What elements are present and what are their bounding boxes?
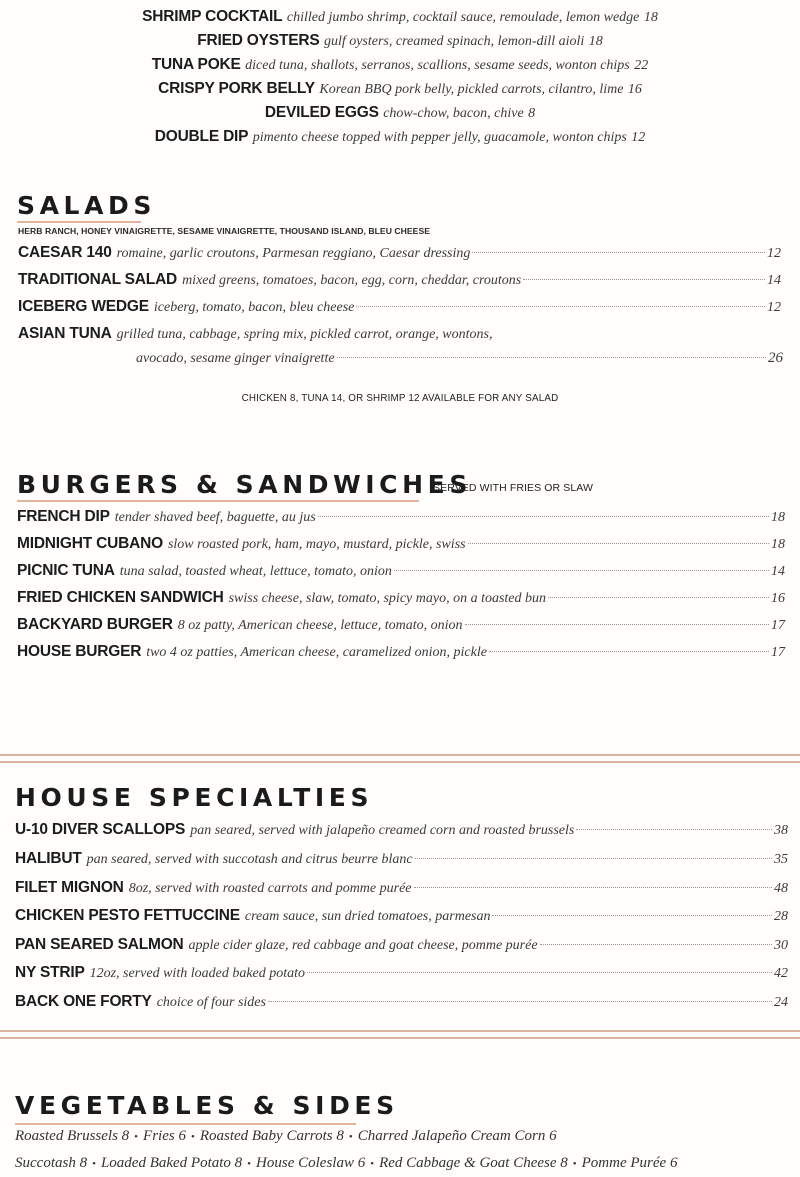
sides-list-line-2 bbox=[15, 1155, 677, 1172]
item-description: pan seared, served with succotash and citrus beurre blanc bbox=[86, 852, 413, 867]
leader-dots bbox=[318, 516, 769, 517]
item-description: tender shaved beef, baguette, au jus bbox=[114, 510, 316, 525]
side-item: Pomme Purée 6 bbox=[581, 1155, 678, 1171]
section-heading: BURGERS & SANDWICHES bbox=[17, 470, 472, 499]
item-name: TUNA POKE bbox=[151, 56, 241, 73]
bullet-separator: • bbox=[572, 1158, 577, 1170]
menu-item bbox=[18, 296, 781, 318]
item-price: 24 bbox=[774, 995, 788, 1010]
item-name: DEVILED EGGS bbox=[264, 104, 379, 121]
side-item: Loaded Baked Potato 8 bbox=[100, 1155, 243, 1171]
item-description: pan seared, served with jalapeño creamed corn and roasted brussels bbox=[190, 823, 575, 838]
menu-item bbox=[0, 30, 800, 52]
item-name: TRADITIONAL SALAD bbox=[18, 271, 178, 288]
leader-dots bbox=[394, 570, 769, 571]
item-name: HOUSE BURGER bbox=[17, 643, 142, 660]
item-name: DOUBLE DIP bbox=[154, 128, 249, 145]
item-description: 8 oz patty, American cheese, lettuce, tomato, onion bbox=[177, 618, 463, 633]
item-description: chow-chow, bacon, chive bbox=[383, 106, 524, 121]
item-price: 26 bbox=[768, 350, 783, 366]
item-description: Korean BBQ pork belly, pickled carrots, cilantro, lime bbox=[319, 82, 624, 97]
item-description: two 4 oz patties, American cheese, caramelized onion, pickle bbox=[146, 645, 487, 660]
leader-dots bbox=[468, 543, 769, 544]
menu-item bbox=[15, 905, 788, 927]
section-heading: SALADS bbox=[17, 191, 156, 220]
item-description: grilled tuna, cabbage, spring mix, pickled carrot, orange, wontons, bbox=[116, 327, 493, 342]
menu-item bbox=[18, 269, 781, 291]
menu-item bbox=[0, 54, 800, 76]
menu-item bbox=[15, 877, 788, 899]
menu-item-continuation bbox=[136, 347, 783, 369]
leader-dots bbox=[465, 624, 770, 625]
side-item: Charred Jalapeño Cream Corn 6 bbox=[357, 1128, 557, 1144]
item-description: swiss cheese, slaw, tomato, spicy mayo, on a toasted bun bbox=[228, 591, 547, 606]
menu-item bbox=[17, 506, 785, 528]
leader-dots bbox=[489, 651, 769, 652]
item-price: 42 bbox=[774, 966, 788, 981]
menu-item bbox=[17, 533, 785, 555]
item-price: 48 bbox=[774, 881, 788, 896]
item-description: diced tuna, shallots, serranos, scallions, sesame seeds, wonton chips bbox=[245, 58, 630, 73]
leader-dots bbox=[472, 252, 765, 253]
section-divider bbox=[0, 1030, 800, 1032]
leader-dots bbox=[492, 915, 772, 916]
item-name: SHRIMP COCKTAIL bbox=[142, 8, 283, 25]
leader-dots bbox=[268, 1001, 772, 1002]
bullet-separator: • bbox=[370, 1158, 375, 1170]
bullet-separator: • bbox=[348, 1131, 353, 1143]
side-item: Roasted Baby Carrots 8 bbox=[199, 1128, 344, 1144]
item-price: 30 bbox=[774, 938, 788, 953]
item-price: 38 bbox=[774, 823, 788, 838]
side-item: Roasted Brussels 8 bbox=[15, 1128, 130, 1144]
leader-dots bbox=[356, 306, 765, 307]
item-price: 16 bbox=[627, 82, 642, 97]
item-description: 8oz, served with roasted carrots and pomme purée bbox=[128, 881, 412, 896]
menu-item bbox=[15, 962, 788, 984]
side-item: Red Cabbage & Goat Cheese 8 bbox=[379, 1155, 568, 1171]
item-name: CAESAR 140 bbox=[18, 244, 112, 261]
item-description: apple cider glaze, red cabbage and goat cheese, pomme purée bbox=[188, 938, 538, 953]
menu-item bbox=[0, 6, 800, 28]
item-description: mixed greens, tomatoes, bacon, egg, corn, cheddar, croutons bbox=[182, 273, 522, 288]
side-item: Succotash 8 bbox=[15, 1155, 88, 1171]
dressing-options: HERB RANCH, HONEY VINAIGRETTE, SESAME VINAIGRETTE, THOUSAND ISLAND, BLEU CHEESE bbox=[18, 226, 431, 236]
menu-item bbox=[17, 560, 785, 582]
menu-item bbox=[15, 819, 788, 841]
menu-item bbox=[17, 614, 785, 636]
item-name: PICNIC TUNA bbox=[17, 562, 115, 579]
section-divider bbox=[0, 754, 800, 756]
item-name: ASIAN TUNA bbox=[18, 325, 112, 342]
item-name: PAN SEARED SALMON bbox=[15, 936, 184, 953]
leader-dots bbox=[415, 858, 772, 859]
leader-dots bbox=[414, 887, 772, 888]
menu-item bbox=[0, 126, 800, 148]
item-price: 17 bbox=[771, 618, 785, 633]
menu-item bbox=[15, 848, 788, 870]
item-description: romaine, garlic croutons, Parmesan reggiano, Caesar dressing bbox=[116, 246, 471, 261]
menu-item bbox=[17, 641, 785, 663]
sides-list-line-1 bbox=[15, 1128, 557, 1145]
leader-dots bbox=[548, 597, 769, 598]
item-name: ICEBERG WEDGE bbox=[18, 298, 149, 315]
side-item: House Coleslaw 6 bbox=[256, 1155, 366, 1171]
item-description: chilled jumbo shrimp, cocktail sauce, remoulade, lemon wedge bbox=[286, 10, 640, 25]
bullet-separator: • bbox=[92, 1158, 96, 1170]
item-price: 12 bbox=[767, 246, 781, 261]
leader-dots bbox=[576, 829, 772, 830]
item-description: tuna salad, toasted wheat, lettuce, tomato, onion bbox=[119, 564, 392, 579]
item-price: 14 bbox=[771, 564, 785, 579]
item-price: 18 bbox=[588, 34, 603, 49]
bullet-separator: • bbox=[190, 1131, 195, 1143]
item-description: 12oz, served with loaded baked potato bbox=[89, 966, 306, 981]
item-price: 18 bbox=[771, 537, 785, 552]
item-name: FRIED OYSTERS bbox=[197, 32, 320, 49]
item-price: 16 bbox=[771, 591, 785, 606]
menu-item bbox=[0, 78, 800, 100]
heading-underline bbox=[17, 221, 141, 223]
item-description: cream sauce, sun dried tomatoes, parmesan bbox=[244, 909, 491, 924]
item-description: avocado, sesame ginger vinaigrette bbox=[136, 351, 335, 366]
menu-item bbox=[18, 242, 781, 264]
item-description: pimento cheese topped with pepper jelly, guacamole, wonton chips bbox=[252, 130, 627, 145]
section-divider bbox=[0, 1037, 800, 1039]
item-name: HALIBUT bbox=[15, 850, 82, 867]
item-name: FRIED CHICKEN SANDWICH bbox=[17, 589, 224, 606]
item-price: 14 bbox=[767, 273, 781, 288]
item-name: BACKYARD BURGER bbox=[17, 616, 173, 633]
bullet-separator: • bbox=[247, 1158, 252, 1170]
item-name: CRISPY PORK BELLY bbox=[158, 80, 315, 97]
section-heading: HOUSE SPECIALTIES bbox=[15, 783, 374, 812]
item-name: CHICKEN PESTO FETTUCCINE bbox=[15, 907, 240, 924]
section-heading: VEGETABLES & SIDES bbox=[15, 1091, 399, 1120]
side-item: Fries 6 bbox=[143, 1128, 186, 1144]
heading-underline bbox=[15, 1123, 356, 1125]
item-price: 12 bbox=[631, 130, 646, 145]
item-description: slow roasted pork, ham, mayo, mustard, pickle, swiss bbox=[167, 537, 466, 552]
item-name: BACK ONE FORTY bbox=[15, 993, 152, 1010]
item-name: U-10 DIVER SCALLOPS bbox=[15, 821, 186, 838]
item-price: 35 bbox=[774, 852, 788, 867]
item-price: 12 bbox=[767, 300, 781, 315]
menu-item bbox=[0, 102, 800, 124]
item-price: 17 bbox=[771, 645, 785, 660]
item-price: 22 bbox=[634, 58, 649, 73]
item-name: NY STRIP bbox=[15, 964, 85, 981]
leader-dots bbox=[307, 972, 772, 973]
item-price: 18 bbox=[771, 510, 785, 525]
leader-dots bbox=[540, 944, 772, 945]
leader-dots bbox=[523, 279, 765, 280]
section-divider bbox=[0, 761, 800, 763]
item-description: gulf oysters, creamed spinach, lemon-dill aioli bbox=[323, 34, 585, 49]
item-name: MIDNIGHT CUBANO bbox=[17, 535, 163, 552]
section-note: SERVED WITH FRIES OR SLAW bbox=[433, 482, 594, 494]
menu-item bbox=[15, 934, 788, 956]
menu-item bbox=[15, 991, 788, 1013]
item-description: choice of four sides bbox=[156, 995, 266, 1010]
leader-dots bbox=[337, 357, 766, 358]
heading-underline bbox=[17, 500, 419, 502]
item-price: 8 bbox=[528, 106, 536, 121]
item-price: 18 bbox=[643, 10, 658, 25]
item-name: FILET MIGNON bbox=[15, 879, 124, 896]
bullet-separator: • bbox=[134, 1131, 139, 1143]
item-description: iceberg, tomato, bacon, bleu cheese bbox=[153, 300, 355, 315]
salad-addons-note: CHICKEN 8, TUNA 14, OR SHRIMP 12 AVAILABLE FOR ANY SALAD bbox=[241, 393, 559, 404]
menu-item bbox=[18, 323, 781, 345]
menu-item bbox=[17, 587, 785, 609]
item-name: FRENCH DIP bbox=[17, 508, 110, 525]
item-price: 28 bbox=[774, 909, 788, 924]
